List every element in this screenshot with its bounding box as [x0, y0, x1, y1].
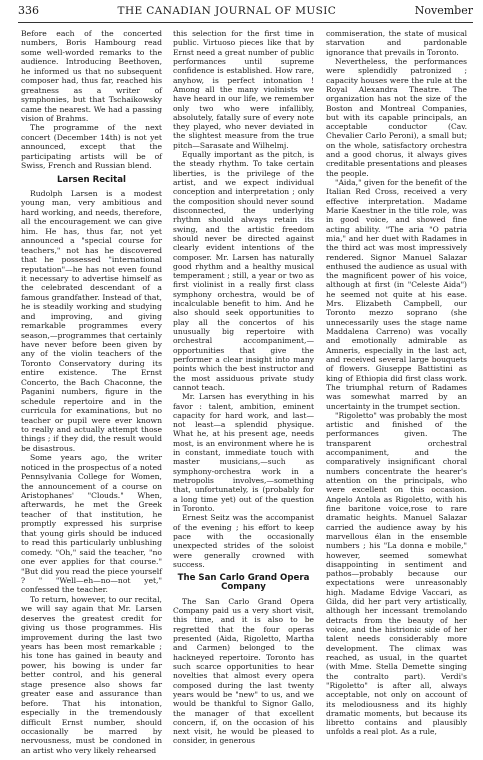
paragraph: Equally important as the pitch, is the steady rhythm. To take certain liberties, is the privilege of the artist, and we expect individual conception and interpretation ; only the composition should never sound disconnected, the underlying rhythm should always retain its swing, and the artistic freedom should never be directed against clearly evident intentions of the composer. Mr. Larsen has naturally good rhythm and a healthy musical temperament ; still, a year or two as first violinist in a really first class symphony orchestra, would be of incalculable benefit to him. And he also should seek opportunities to play all the concertos of his unusually big repertoire with orchestral accompaniment,—opportunities that give the performer a clear insight into many points which the best instructor and the most assiduous private study cannot teach.: [173, 150, 314, 392]
page-number: 336: [18, 4, 39, 17]
running-header: [18, 4, 473, 22]
paragraph: "Aida," given for the benefit of the Italian Red Cross, received a very effective interpretation. Madame Marie Kaestner in the title role, was in good voice, and showed fine acting ability. "The aria "O patria mia," and her duet with Radames in the third act was most impressively rendered. Signor Manuel Salazar enthused the audience as usual with the magnificent power of his voice, although at first (in "Celeste Aida") he seemed not quite at his ease. Mrs. Elizabeth Campbell, our Toronto mezzo soprano (she unnecessarily uses the stage name Maddalena Carreno) was vocally and emotionally admirable as Amneris, especially in the last act, and received several large bouquets of flowers. Giuseppe Battistini as king of Ethiopia did first class work. The triumphal return of Radames was somewhat marred by an uncertainty in the trumpet section.: [326, 178, 467, 411]
paragraph: The San Carlo Grand Opera Company paid us a very short visit, this time, and it is also to be regretted that the four operas presented (Aida, Rigoletto, Martha and Carmen) belonged to the hackneyed repertoire. Toronto has such scarce opportunities to hear novelties that almost every opera composed during the last twenty years would be "new" to us, and we would be thankful to Signor Gallo, the manager of that excellent concern, if, on the occasion of his next visit, he would be pleased to consider, in generous: [173, 596, 314, 746]
column-left: [21, 29, 162, 755]
paragraph: Some years ago, the writer noticed in the prospectus of a noted Pennsylvania College for Women, the announcement of a course on Aristophanes' "Clouds." When, afterwards, he met the Greek teacher of that institution, he promptly expressed his surprise that young girls should be induced to read this particularly unblushing comedy. "Oh," said the teacher, "no one ever applies for that course." "But did you read the piece yourself ? " "Well—eh—no—not yet," confessed the teacher.: [21, 453, 162, 595]
paragraph: The programme of the next concert (December 14th) is not yet announced, except that the participating artists will be of Swiss, French and Russian blend.: [21, 123, 162, 171]
column-right: [326, 29, 467, 737]
section-heading-san-carlo: The San Carlo Grand Opera Company: [177, 573, 310, 593]
paragraph: Rudolph Larsen is a modest young man, very ambitious and hard working, and needs, therefore, all the encouragement we can give him. He has, thus far, not yet announced a "special course for teachers," not has he discovered that he possessed "international reputation"—he has not even found it necessary to advertise himself as the celebrated descendant of a famous grandfather. Instead of that, he is steadily working and studying and improving, and giving remarkable programmes every season,—programmes that certainly have never before been given by any of the violin teachers of the Toronto Conservatory during its entire existence. The Ernst Concerto, the Bach Chaconne, the Paganini numbers, figure in the schedule repertoire and in the curricula for examinations, but no teacher or pupil were ever known to really and actually attempt those things ; if they did, the result would be disastrous.: [21, 189, 162, 453]
paragraph: this selection for the first time in public. Virtuoso pieces like that by Ernst need a great number of public performances until supreme confidence is established. How rare, anyhow, is perfect intonation ! Among all the many violinists we have heard in our life, we remember only two who were infallibly, absolutely, fatally sure of every note they played, who never deviated in the slightest measure from the true pitch—Sarasate and Wilhelmj.: [173, 29, 314, 150]
column-middle: [173, 29, 314, 746]
issue-month: November: [414, 4, 473, 17]
paragraph: Mr. Larsen has everything in his favor : talent, ambition, eminent capacity for hard work, and last—not least—a splendid physique. What he, at his present age, needs most, is an environment where he is in constant, immediate touch with master musicians,—such as symphony-orchestra work in a metropolis involves,—something that, unfortunately, is (probably for a long time yet) out of the question in Toronto.: [173, 392, 314, 513]
paragraph: Ernest Seitz was the accompanist of the evening ; his effort to keep pace with the occasionally unexpected strides of the soloist were generally crowned with success.: [173, 513, 314, 569]
paragraph: To return, however, to our recital, we will say again that Mr. Larsen deserves the greatest credit for giving us those programmes. His improvement during the last two years has been most remarkable ; his tone has gained in beauty and power, his bowing is under far better control, and his general stage presence also shows far greater ease and assurance than before. That his intonation, especially in the tremendously difficult Ernst number, should occasionally be marred by nervousness, must be condoned in an artist who very likely rehearsed: [21, 594, 162, 755]
paragraph: "Rigoletto" was probably the most artistic and finished of the performances given. The transparent orchestral accompaniment, and the comparatively insignificant choral numbers concentrate the hearer's attention on the principals, who were excellent on this occasion. Angelo Antola as Rigoletto, with his fine baritone voice,rose to rare dramatic heights. Manuel Salazar carried the audience away by his marvellous élan in the ensemble numbers ; his "La donna e mobile," however, seemed somewhat disappointing in sentiment and pathos—probably because our expectations were unreasonably high. Madame Edvige Vaccari, as Gilda, did her part very artistically, although her incessant tremolando detracts from the beauty of her voice, and the histrionic side of her talent needs considerably more development. The climax was reached, as usual, in the quartet (with Mme. Stella Demette singing the contralto part). Verdi's "Rigoletto" is after all, always acceptable, not only on account of its melodiousness and its highly dramatic moments, but because its libretto contains and plausibly unfolds a real plot. As a rule,: [326, 410, 467, 737]
header-rule: [18, 22, 473, 23]
journal-title: THE CANADIAN JOURNAL OF MUSIC: [117, 5, 337, 17]
paragraph: Before each of the concerted numbers, Boris Hambourg read some well-worded remarks to the audience. Introducing Beethoven, he informed us that no subsequent composer had, thus far, reached his greatness as a writer of symphonies, but that Tschaikowsky came the nearest. We had a passing vision of Brahms.: [21, 29, 162, 123]
paragraph: commiseration, the state of musical starvation and pardonable ignorance that prevails in Toronto.: [326, 29, 467, 57]
paragraph: Nevertheless, the performances were splendidly patronized ; capacity houses were the rule at the Royal Alexandra Theatre. The organization has not the size of the Boston and Montreal Companies, but with its capable principals, an acceptable conductor (Cav. Chevalier Carlo Peroni), a small but; on the whole, satisfactory orchestra and a good chorus, it always gives creditable presentations and pleases the people.: [326, 56, 467, 178]
section-heading-larsen-recital: Larsen Recital: [57, 174, 126, 185]
